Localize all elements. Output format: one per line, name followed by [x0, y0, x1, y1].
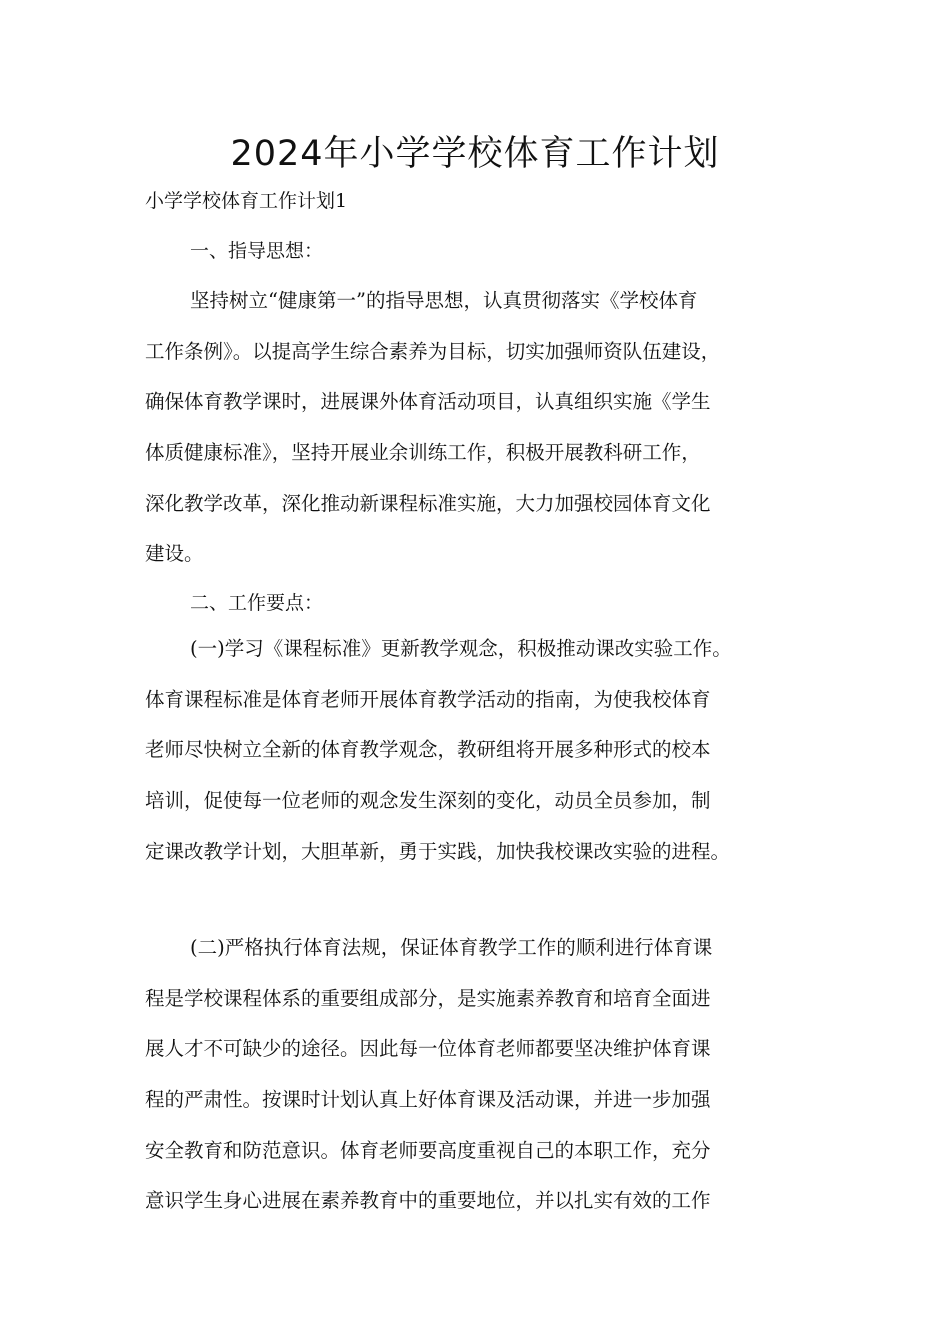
paragraph-line: 工作条例》。以提高学生综合素养为目标，切实加强师资队伍建设，	[145, 339, 721, 363]
paragraph-line: 培训，促使每一位老师的观念发生深刻的变化，动员全员参加，制	[145, 789, 711, 813]
paragraph-line: 确保体育教学课时，进展课外体育活动项目，认真组织实施《学生	[145, 390, 711, 414]
paragraph-line: 建设。	[145, 542, 204, 566]
paragraph-line: 意识学生身心进展在素养教育中的重要地位，并以扎实有效的工作	[145, 1189, 711, 1213]
paragraph-line: 体质健康标准》，坚持开展业余训练工作，积极开展教科研工作，	[145, 441, 701, 465]
paragraph-line: 老师尽快树立全新的体育教学观念，教研组将开展多种形式的校本	[145, 738, 711, 762]
paragraph-line: 程的严肃性。按课时计划认真上好体育课及活动课，并进一步加强	[145, 1088, 711, 1112]
paragraph-sports-regulations	[145, 933, 825, 1237]
paragraph-line: 体育课程标准是体育老师开展体育教学活动的指南，为使我校体育	[145, 687, 711, 711]
paragraph-line: 展人才不可缺少的途径。因此每一位体育老师都要坚决维护体育课	[145, 1037, 711, 1061]
section-heading-guiding-ideology: 一、指导思想：	[190, 240, 324, 262]
paragraph-guiding-ideology	[145, 286, 825, 590]
paragraph-line: 深化教学改革，深化推动新课程标准实施，大力加强校园体育文化	[145, 491, 711, 515]
paragraph-line: (一)学习《课程标准》更新教学观念，积极推动课改实验工作。	[190, 637, 732, 660]
document-title: 2024年小学学校体育工作计划	[230, 134, 720, 174]
paragraph-line: 坚持树立“健康第一”的指导思想，认真贯彻落实《学校体育	[190, 289, 698, 312]
paragraph-curriculum-standards	[145, 634, 825, 887]
paragraph-line: 安全教育和防范意识。体育老师要高度重视自己的本职工作，充分	[145, 1138, 711, 1162]
paragraph-line: (二)严格执行体育法规，保证体育教学工作的顺利进行体育课	[190, 936, 713, 959]
document-subtitle: 小学学校体育工作计划1	[145, 190, 348, 212]
section-heading-work-points: 二、工作要点：	[190, 592, 324, 614]
paragraph-line: 程是学校课程体系的重要组成部分，是实施素养教育和培育全面进	[145, 986, 711, 1010]
paragraph-line: 定课改教学计划，大胆革新，勇于实践，加快我校课改实验的进程。	[145, 839, 731, 863]
